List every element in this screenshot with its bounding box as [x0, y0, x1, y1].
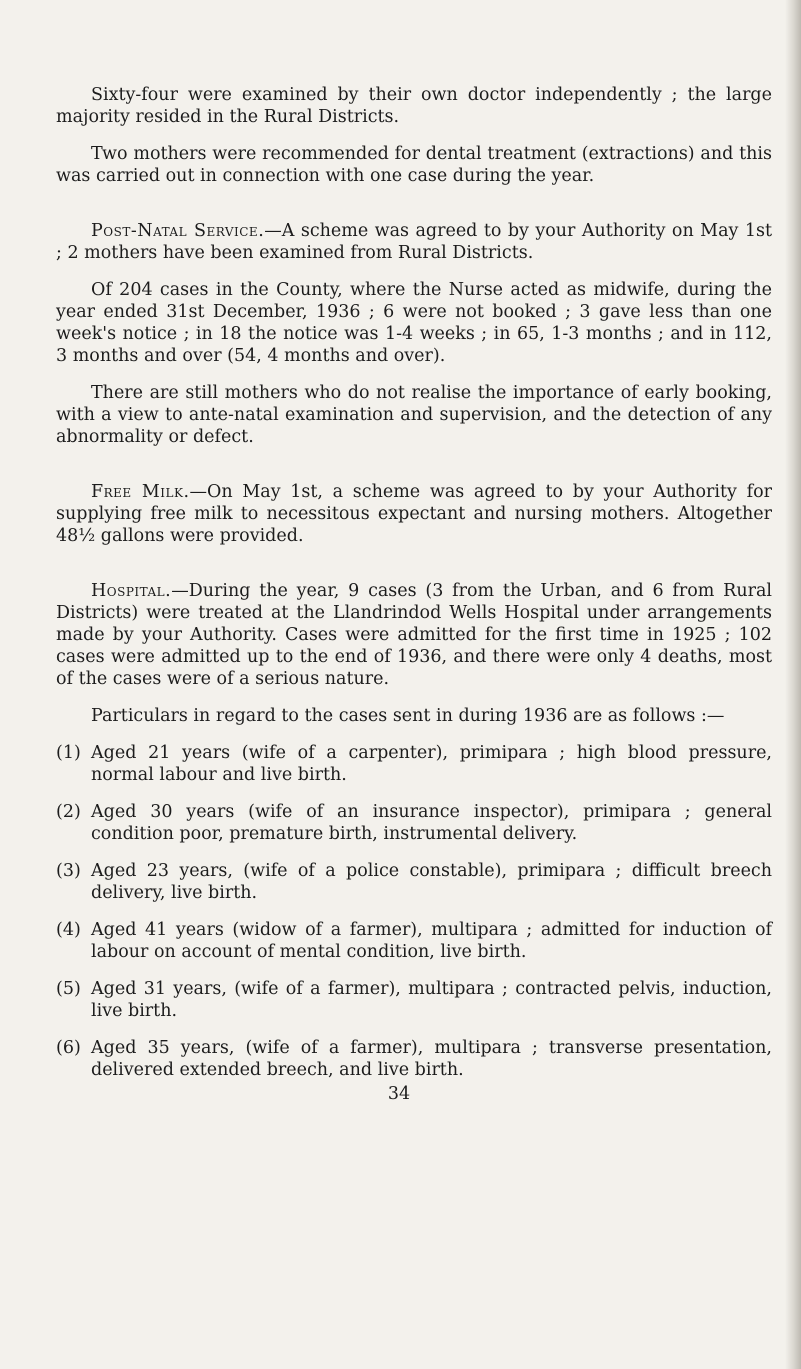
case-number: (5) [56, 979, 81, 999]
case-number: (1) [56, 743, 81, 763]
hospital-text: —During the year, 9 cases (3 from the Urban, and 6 from Rural Districts) were treated at the Llandrindod Wells Hospital under arrangements made by your Authority. Cases were admitted for the first time in 1925 ; 102 cases were admitted up to the end of 1936, and there were only 4 deaths, most of the cases were of a serious nature. [56, 581, 772, 689]
paragraph-independent-exam: Sixty-four were examined by their own doctor independently ; the large majority resided in the Rural Districts. [56, 85, 772, 127]
list-item [56, 978, 772, 1022]
case-text: Aged 30 years (wife of an insurance inspector), primipara ; general condition poor, premature birth, instrumental delivery. [91, 802, 772, 844]
list-item [56, 1037, 772, 1081]
case-text: Aged 21 years (wife of a carpenter), primipara ; high blood pressure, normal labour and live birth. [91, 743, 772, 785]
list-item [56, 919, 772, 963]
list-item [56, 742, 772, 786]
paragraph-dental-treatment: Two mothers were recommended for dental treatment (extractions) and this was carried out in connection with one case during the year. [56, 144, 772, 186]
page-number: 34 [387, 1084, 411, 1104]
free-milk-text: —On May 1st, a scheme was agreed to by your Authority for supplying free milk to necessitous expectant and nursing mothers. Altogether 48½ gallons were provided. [56, 482, 772, 546]
paragraph-particulars: Particulars in regard to the cases sent in during 1936 are as follows :— [91, 706, 725, 726]
paragraph-post-natal-service [56, 220, 772, 264]
page-edge-shadow [785, 0, 801, 1369]
case-text: Aged 23 years, (wife of a police constable), primipara ; difficult breech delivery, live birth. [91, 861, 772, 903]
paragraph-midwife-cases: Of 204 cases in the County, where the Nurse acted as midwife, during the year ended 31st December, 1936 ; 6 were not booked ; 3 gave less than one week's notice ; in 18 the notice was 1-4 weeks ; in 65, 1-3 months ; and in 112, 3 months and over (54, 4 months and over). [56, 280, 772, 366]
list-item [56, 860, 772, 904]
heading-hospital: Hospital. [91, 581, 172, 601]
case-text: Aged 41 years (widow of a farmer), multipara ; admitted for induction of labour on account of mental condition, live birth. [91, 920, 772, 962]
heading-post-natal-service: Post-Natal Service. [91, 221, 265, 241]
case-text: Aged 31 years, (wife of a farmer), multipara ; contracted pelvis, induction, live birth. [91, 979, 772, 1021]
post-natal-text: —A scheme was agreed to by your Authority on May 1st ; 2 mothers have been examined from Rural Districts. [56, 221, 772, 263]
case-number: (3) [56, 861, 81, 881]
paragraph-hospital [56, 580, 772, 690]
case-list [56, 742, 772, 1081]
list-item [56, 801, 772, 845]
case-text: Aged 35 years, (wife of a farmer), multipara ; transverse presentation, delivered extended breech, and live birth. [91, 1038, 772, 1080]
heading-free-milk: Free Milk. [91, 482, 190, 502]
document-page [56, 84, 772, 1105]
case-number: (2) [56, 802, 81, 822]
paragraph-free-milk [56, 481, 772, 547]
case-number: (4) [56, 920, 81, 940]
case-number: (6) [56, 1038, 81, 1058]
paragraph-early-booking: There are still mothers who do not realise the importance of early booking, with a view to ante-natal examination and supervision, and the detection of any abnormality or defect. [56, 383, 772, 447]
